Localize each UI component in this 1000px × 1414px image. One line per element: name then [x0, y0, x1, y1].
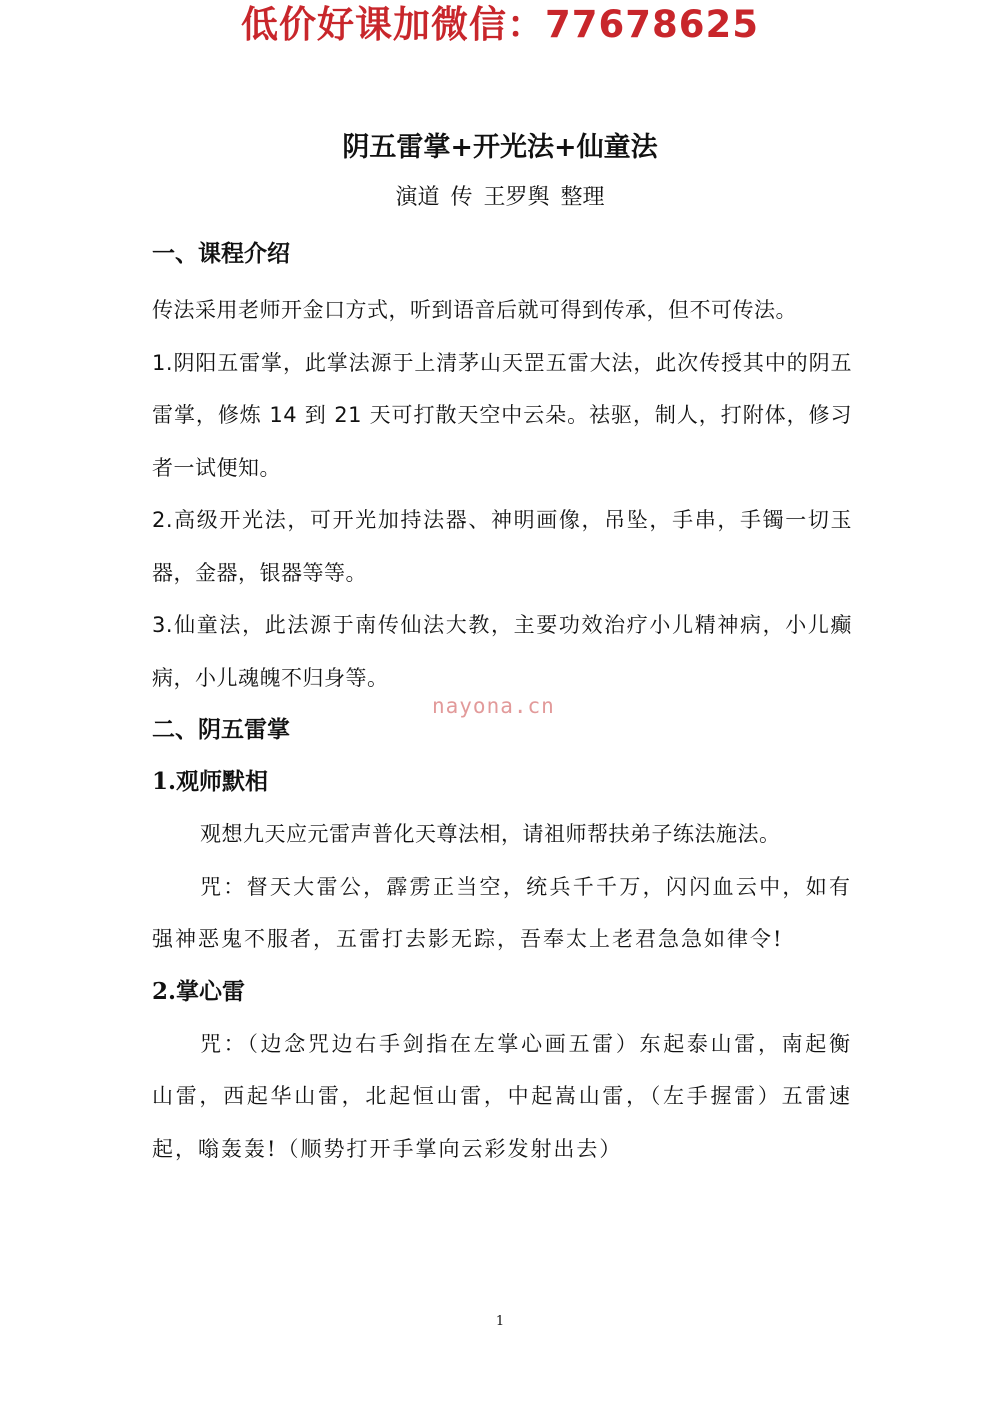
intro-paragraph-3: 2.高级开光法，可开光加持法器、神明画像，吊坠，手串，手镯一切玉器，金器，银器等等。: [152, 508, 852, 585]
intro-paragraph-2: 1.阴阳五雷掌，此掌法源于上清茅山天罡五雷大法，此次传授其中的阴五雷掌，修炼 14 到 21 天可打散天空中云朵。祛驱，制人，打附体，修习者一试便知。: [152, 350, 852, 480]
promo-banner: 低价好课加微信：77678625: [241, 3, 759, 46]
document-title: 阴五雷掌+开光法+仙童法: [342, 132, 658, 163]
site-watermark: nayona.cn: [432, 694, 555, 718]
visualize-paragraph: 观想九天应元雷声普化天尊法相，请祖师帮扶弟子练法施法。: [200, 822, 781, 846]
document-author-line: 演道 传 王罗舆 整理: [395, 185, 605, 210]
page-number: 1: [495, 1314, 505, 1329]
intro-paragraph-1: 传法采用老师开金口方式，听到语音后就可得到传承，但不可传法。: [152, 298, 797, 322]
subheading-palm-thunder: 2.掌心雷: [152, 977, 246, 1005]
section-heading-palm: 二、阴五雷掌: [152, 716, 290, 743]
intro-paragraph-4: 3.仙童法，此法源于南传仙法大教，主要功效治疗小儿精神病，小儿癫病，小儿魂魄不归身等。: [152, 613, 852, 690]
mantra-paragraph-2: 咒：（边念咒边右手剑指在左掌心画五雷）东起泰山雷，南起衡山雷，西起华山雷，北起恒山雷，中起嵩山雷，（左手握雷）五雷速起，嗡轰轰!（顺势打开手掌向云彩发射出去）: [152, 1031, 852, 1161]
mantra-paragraph-1: 咒：督天大雷公，霹雳正当空，统兵千千万，闪闪血云中，如有强神恶鬼不服者，五雷打去影无踪，吾奉太上老君急急如律令!: [152, 874, 852, 951]
section-heading-intro: 一、课程介绍: [152, 240, 290, 267]
subheading-visualize-master: 1.观师默相: [152, 768, 269, 795]
